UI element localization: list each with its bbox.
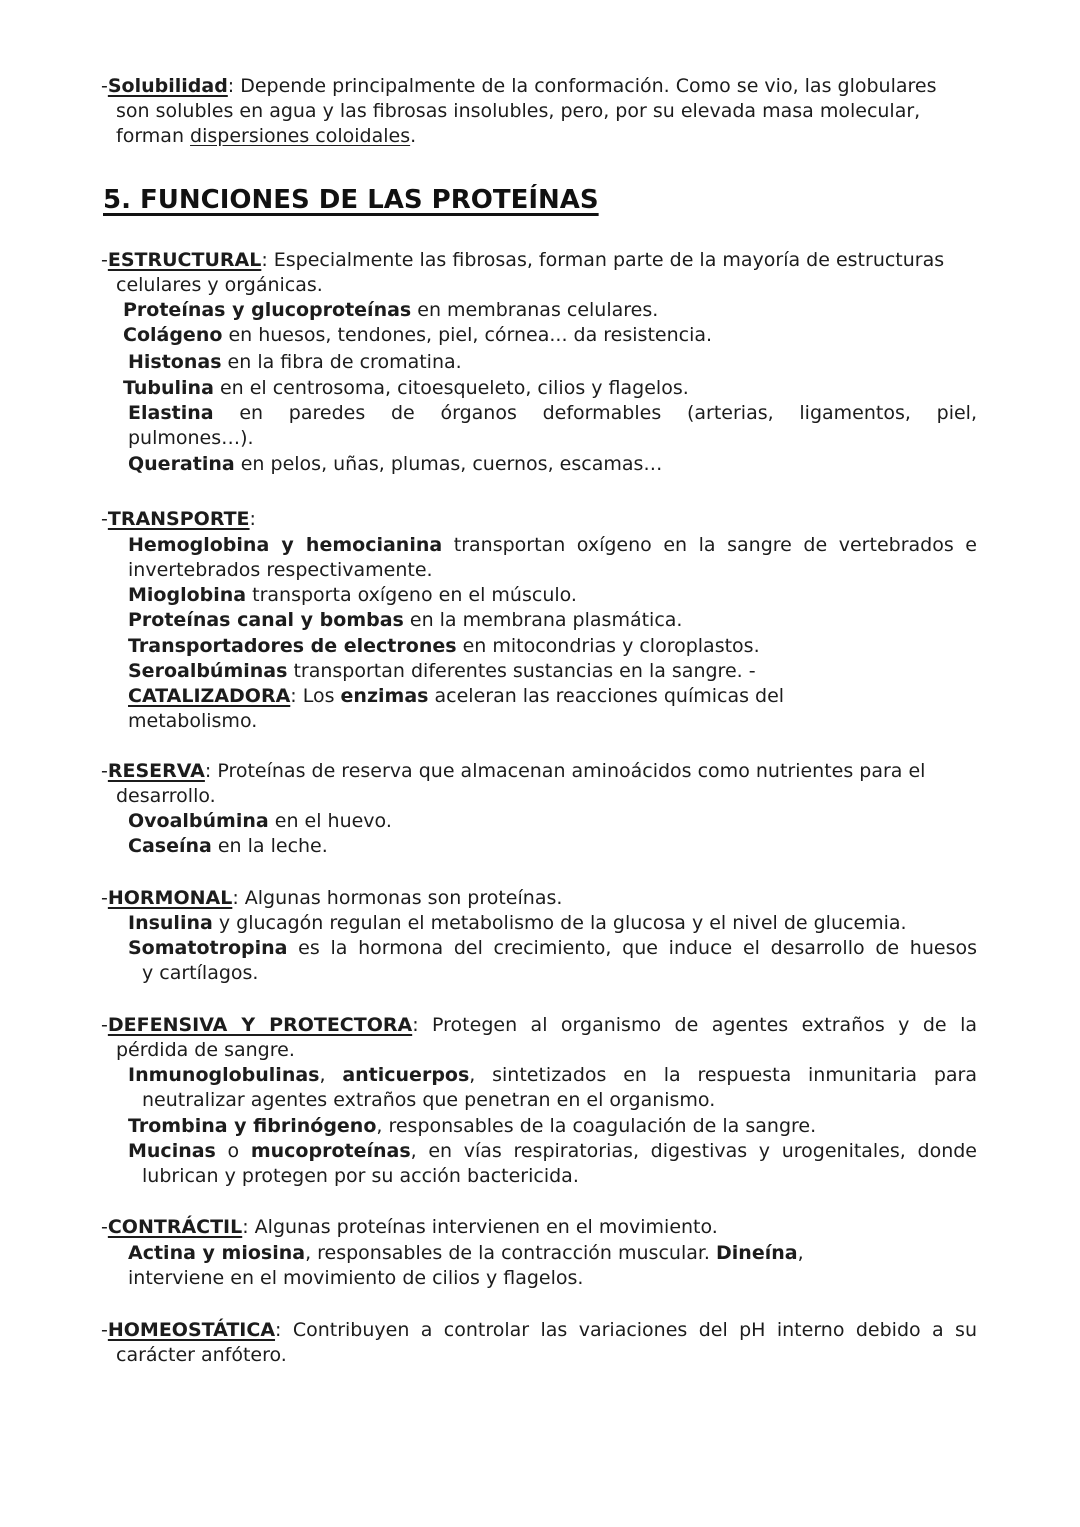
reserva-paragraph: -RESERVA: Proteínas de reserva que almacenan aminoácidos como nutrientes para el desarrollo. xyxy=(101,760,926,807)
homeostatica-paragraph: -HOMEOSTÁTICA: Contribuyen a controlar las variaciones del pH interno debido a su carácter anfótero. xyxy=(101,1319,977,1366)
transporte-paragraph: -TRANSPORTE: xyxy=(101,508,256,530)
hormonal-item-2: Somatotropina es la hormona del crecimiento, que induce el desarrollo de huesos y cartílagos. xyxy=(128,937,977,984)
estructural-item-3: Histonas en la fibra de cromatina. xyxy=(128,351,462,373)
hormonal-item-1: Insulina y glucagón regulan el metabolismo de la glucosa y el nivel de glucemia. xyxy=(128,912,907,934)
estructural-paragraph: -ESTRUCTURAL: Especialmente las fibrosas, forman parte de la mayoría de estructuras celulares y orgánicas. xyxy=(101,249,945,296)
defensiva-label: DEFENSIVA Y PROTECTORA xyxy=(107,1014,413,1036)
catalizadora-label: CATALIZADORA xyxy=(128,685,291,707)
defensiva-item-1: Inmunoglobulinas, anticuerpos, sintetizados en la respuesta inmunitaria para neutralizar agentes extraños que penetran en el organismo. xyxy=(128,1064,977,1111)
transporte-item-2: Mioglobina transporta oxígeno en el músculo. xyxy=(128,584,577,606)
defensiva-paragraph: -DEFENSIVA Y PROTECTORA: Protegen al organismo de agentes extraños y de la pérdida de sangre. xyxy=(101,1014,977,1061)
dispersiones-coloidales-link: dispersiones coloidales xyxy=(190,125,411,147)
estructural-item-4: Tubulina en el centrosoma, citoesqueleto, cilios y flagelos. xyxy=(123,377,689,399)
catalizadora-paragraph: CATALIZADORA: Los enzimas aceleran las reacciones químicas del metabolismo. xyxy=(128,685,785,732)
reserva-item-1: Ovoalbúmina en el huevo. xyxy=(128,810,392,832)
solubilidad-paragraph: -Solubilidad: Depende principalmente de la conformación. Como se vio, las globulares son solubles en agua y las fibrosas insolubles, pero, por su elevada masa molecular, forman dispersiones coloidales. xyxy=(101,75,937,147)
transporte-item-3: Proteínas canal y bombas en la membrana plasmática. xyxy=(128,609,683,631)
solubilidad-label: Solubilidad xyxy=(107,75,228,97)
estructural-item-5: Elastina en paredes de órganos deformables (arterias, ligamentos, piel, pulmones…). xyxy=(128,402,977,449)
contractil-label: CONTRÁCTIL xyxy=(107,1216,243,1238)
defensiva-item-3: Mucinas o mucoproteínas, en vías respiratorias, digestivas y urogenitales, donde lubrican y protegen por su acción bactericida. xyxy=(128,1140,977,1187)
estructural-item-1: Proteínas y glucoproteínas en membranas celulares. xyxy=(123,299,659,321)
hormonal-paragraph: -HORMONAL: Algunas hormonas son proteínas. xyxy=(101,887,563,909)
defensiva-item-2: Trombina y fibrinógeno, responsables de la coagulación de la sangre. xyxy=(128,1115,817,1137)
transporte-label: TRANSPORTE xyxy=(107,508,250,530)
contractil-item-1: Actina y miosina, responsables de la contracción muscular. Dineína, interviene en el movimiento de cilios y flagelos. xyxy=(128,1242,804,1289)
reserva-label: RESERVA xyxy=(107,760,205,782)
transporte-item-5: Seroalbúminas transportan diferentes sustancias en la sangre. - xyxy=(128,660,756,682)
transporte-item-1: Hemoglobina y hemocianina transportan oxígeno en la sangre de vertebrados e invertebrados respectivamente. xyxy=(128,534,977,581)
section-heading: 5. FUNCIONES DE LAS PROTEÍNAS xyxy=(103,185,599,215)
reserva-item-2: Caseína en la leche. xyxy=(128,835,328,857)
transporte-item-4: Transportadores de electrones en mitocondrias y cloroplastos. xyxy=(128,635,760,657)
estructural-item-6: Queratina en pelos, uñas, plumas, cuernos, escamas… xyxy=(128,453,663,475)
estructural-item-2: Colágeno en huesos, tendones, piel, córnea... da resistencia. xyxy=(123,324,713,346)
homeostatica-label: HOMEOSTÁTICA xyxy=(107,1319,276,1341)
hormonal-label: HORMONAL xyxy=(107,887,233,909)
contractil-paragraph: -CONTRÁCTIL: Algunas proteínas intervienen en el movimiento. xyxy=(101,1216,718,1238)
estructural-label: ESTRUCTURAL xyxy=(107,249,262,271)
